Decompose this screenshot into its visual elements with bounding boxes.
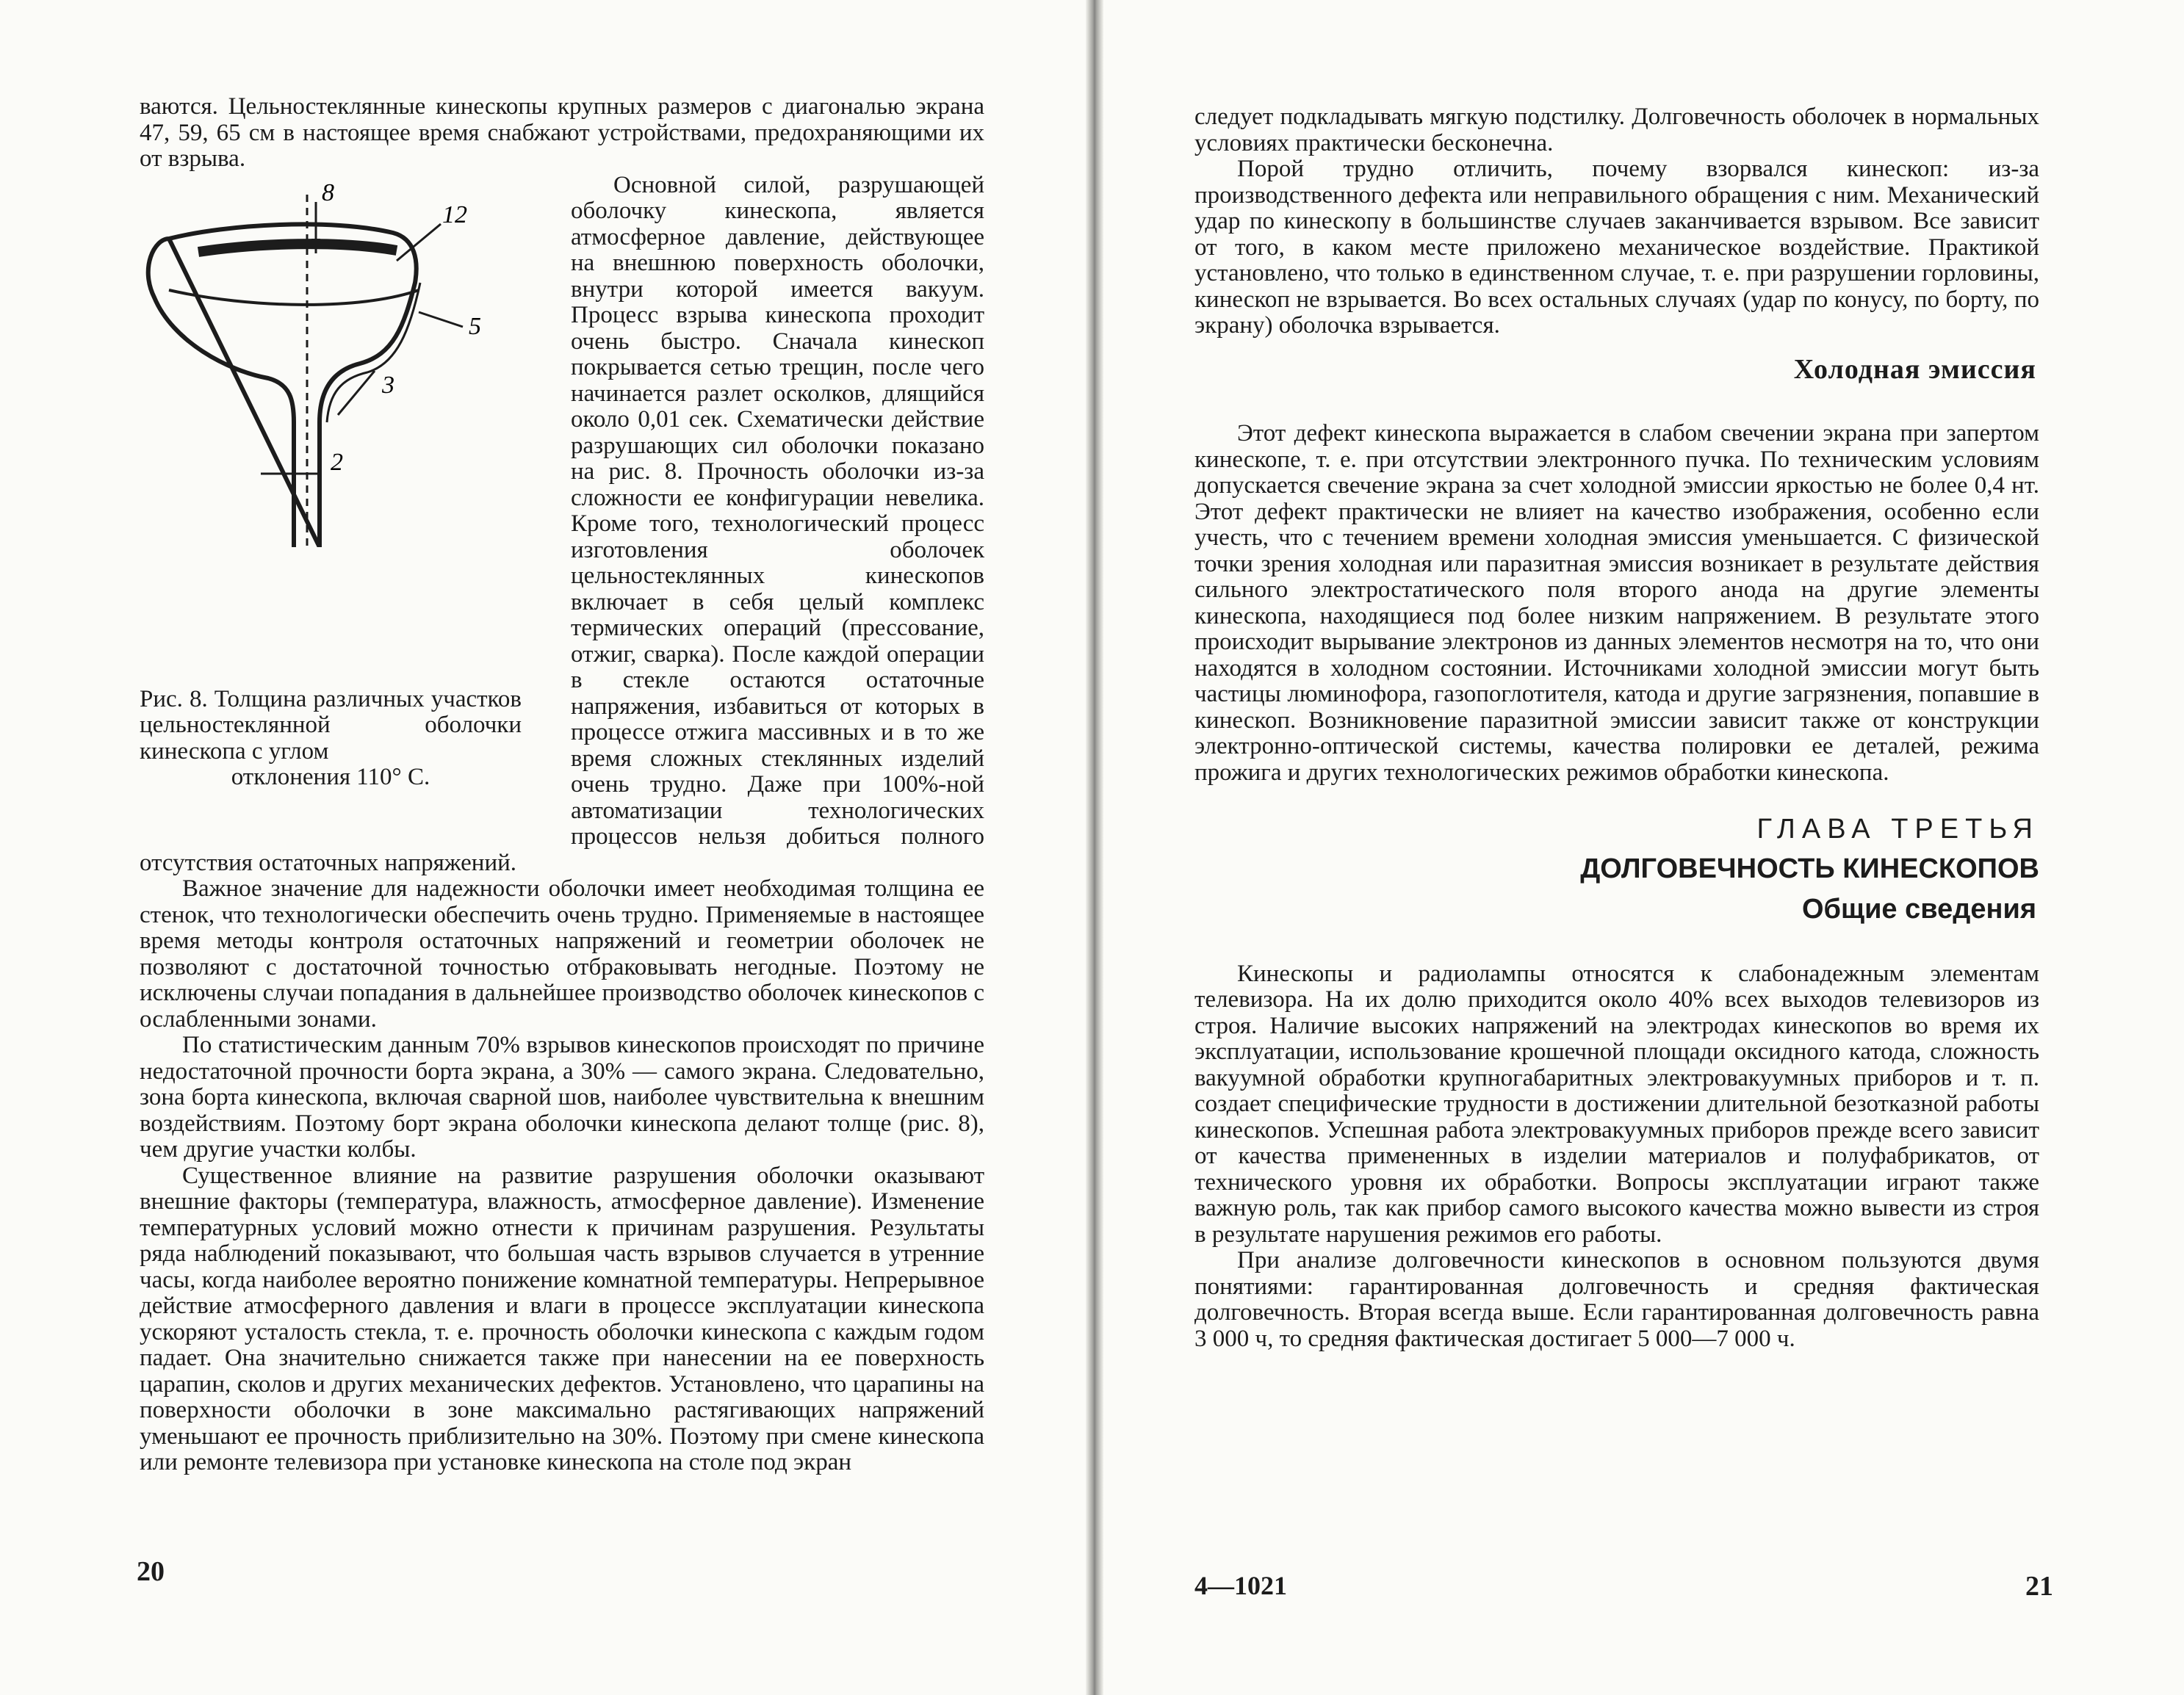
paragraph: ваются. Цельностеклянные кинескопы крупных размеров с диагональю экрана 47, 59, 65 см в настоящее время снабжают устройствами, предохраняющими их от взрыва.: [140, 93, 984, 172]
paragraph: По статистическим данным 70% взрывов кинескопов происходят по причине недостаточной прочности борта экрана, а 30% — самого экрана. Следовательно, зона борта кинескопа, включая сварной шов, наиболее чувствительна к внешним воздействиям. Поэтому борт экрана оболочки кинескопа делают толще (рис. 8), чем другие участки колбы.: [140, 1032, 984, 1163]
label-8: 8: [322, 179, 334, 206]
right-page: [1092, 0, 2184, 1695]
figure-caption: [140, 687, 522, 791]
label-3: 3: [382, 371, 394, 399]
paragraph: Существенное влияние на развитие разрушения оболочки оказывают внешние факторы (температура, влажность, атмосферное давление). Изменение температурных условий можно отнести к причинам разрушения. Результаты ряда наблюдений показывают, что большая часть взрывов случается в утренние часы, когда наиболее вероятно понижение комнатной температуры. Непрерывное действие атмосферного давления и влаги в процессе эксплуатации кинескопа ускоряют усталость стекла, т. е. прочность оболочки кинескопа с каждым годом падает. Она значительно снижается также при нанесении на ее поверхность царапин, сколов и других механических дефектов. Установлено, что царапины на поверхности оболочки в зоне максимально растягивающих напряжений уменьшают ее прочность приблизительно на 30%. Поэтому при смене кинескопа или ремонте телевизора при установке кинескопа на столе под экран: [140, 1162, 984, 1475]
right-page-body: [1194, 104, 2039, 1352]
subsection-heading: Общие сведения: [1801, 894, 2036, 925]
bulb-seam: [169, 290, 419, 305]
paragraph: Основной силой, разрушающей оболочку кинескопа, является атмосферное давление, действующее на внешнюю поверхность оболочки, внутри которой имеется вакуум. Процесс взрыва кинескопа проходит очень быстро. Сначала кинескоп покрывается сетью трещин, после чего начинается разлет осколков, длящийся около 0,01 сек. Схематически действие разрушающих сил оболочки показано на рис. 8. Прочность оболочки из-за сложности ее конфигурации невелика. Кроме того, технологический процесс изготовления оболочек цельностеклянных кинескопов включает в себя целый комплекс термических операций (прессование, отжиг, сварка). После каждой операции в стекле остаются остаточные напряжения, избавиться от которых в процессе отжига массивных и в то же время сложных стеклянных изделий очень трудно. Даже при 100%-ной автоматизации технологических процессов нельзя добиться полного отсутствия остаточных напряжений.: [140, 171, 984, 876]
shell-outer-outline: [148, 224, 417, 547]
label-12: 12: [442, 200, 467, 228]
label-5: 5: [469, 312, 481, 340]
paragraph: следует подкладывать мягкую подстилку. Долговечность оболочек в нормальных условиях практически бесконечна.: [1194, 104, 2039, 156]
chapter-label: ГЛАВА ТРЕТЬЯ: [1756, 814, 2039, 845]
page-number-right: 21: [2025, 1571, 2053, 1602]
label-2: 2: [331, 448, 343, 476]
paragraph: Порой трудно отличить, почему взорвался кинескоп: из-за производственного дефекта или неправильного обращения с ним. Механический удар по кинескопу в большинстве случаев заканчивается взрывом. Все зависит от того, в каком месте приложено механическое воздействие. Практикой установлено, что только в единственном случае, т. е. при разрушении горловины, кинескоп не взрывается. Во всех остальных случаях (удар по конусу, по борту, по экрану) оболочка взрывается.: [1194, 156, 2039, 339]
left-page-body: [140, 94, 984, 1476]
paragraph: Важное значение для надежности оболочки имеет необходимая толщина ее стенок, что технологически обеспечить очень трудно. Применяемые в настоящее время методы контроля остаточных напряжений и геометрии оболочек не позволяют с достаточной точностью отбраковывать негодные. Поэтому не исключены случаи попадания в дальнейшее производство оболочек кинескопов с ослабленными зонами.: [140, 875, 984, 1033]
arrow-12: [397, 224, 441, 261]
chapter-title: ДОЛГОВЕЧНОСТЬ КИНЕСКОПОВ: [1580, 853, 2039, 884]
arrow-3: [338, 371, 375, 415]
paragraph: Этот дефект кинескопа выражается в слабом свечении экрана при запертом кинескопе, т. е. при отсутствии электронного пучка. По техническим условиям допускается свечение экрана за счет холодной эмиссии яркостью не более 0,4 нт. Этот дефект практически не влияет на качество изображения, особенно если учесть, что с течением времени холодная эмиссия уменьшается. С физической точки зрения холодная или паразитная эмиссия возникает в результате действия сильного электростатического поля второго анода на другие элементы кинескопа, находящиеся под более низким напряжением. В результате этого происходит вырывание электронов из данных элементов несмотря на то, что они находятся в холодном состоянии. Источниками холодной эмиссии могут быть частицы люминофора, газопоглотителя, катода и другие загрязнения, попавшие в кинескоп. Возникновение паразитной эмиссии зависит также от конструкции электронно-оптической системы, качества полировки ее деталей, режима прожига и других технологических режимов обработки кинескопа.: [1194, 420, 2039, 786]
paragraph: Кинескопы и радиолампы относятся к слабонадежным элементам телевизора. На их долю приходится около 40% всех выходов телевизоров из строя. Наличие высоких напряжений на электродах кинескопов во время их эксплуатации, использование крошечной площади оксидного катода, сложность вакуумной обработки крупногабаритных электровакуумных приборов и т. п. создает специфические трудности в достижении длительной безотказной работы кинескопов. Успешная работа электровакуумных приборов прежде всего зависит от качества примененных в изделии материалов и полуфабрикатов, от технического уровня их обработки. Вопросы эксплуатации играют также важную роль, так как прибор самого высокого качества можно вывести из строя в результате нарушения режимов его работы.: [1194, 960, 2039, 1248]
arrow-5: [419, 312, 463, 327]
caption-line-1: Рис. 8. Толщина различных участков цельностеклянной оболочки кинескопа с углом: [140, 685, 522, 765]
page-number-left: 20: [137, 1556, 165, 1587]
caption-line-2: отклонения 110° С.: [231, 764, 430, 790]
figure-8: [140, 173, 555, 848]
paragraph: При анализе долговечности кинескопов в основном пользуются двумя понятиями: гарантированная долговечность и средняя фактическая долговечность. Вторая всегда выше. Если гарантированная долговечность равна 3 000 ч, то средняя фактическая достигает 5 000—7 000 ч.: [1194, 1247, 2039, 1352]
screen-face-thick: [198, 244, 397, 252]
section-heading: Холодная эмиссия: [1793, 353, 2036, 385]
signature-mark: 4—1021: [1194, 1571, 1287, 1600]
kinescope-shell-diagram: [140, 180, 536, 547]
